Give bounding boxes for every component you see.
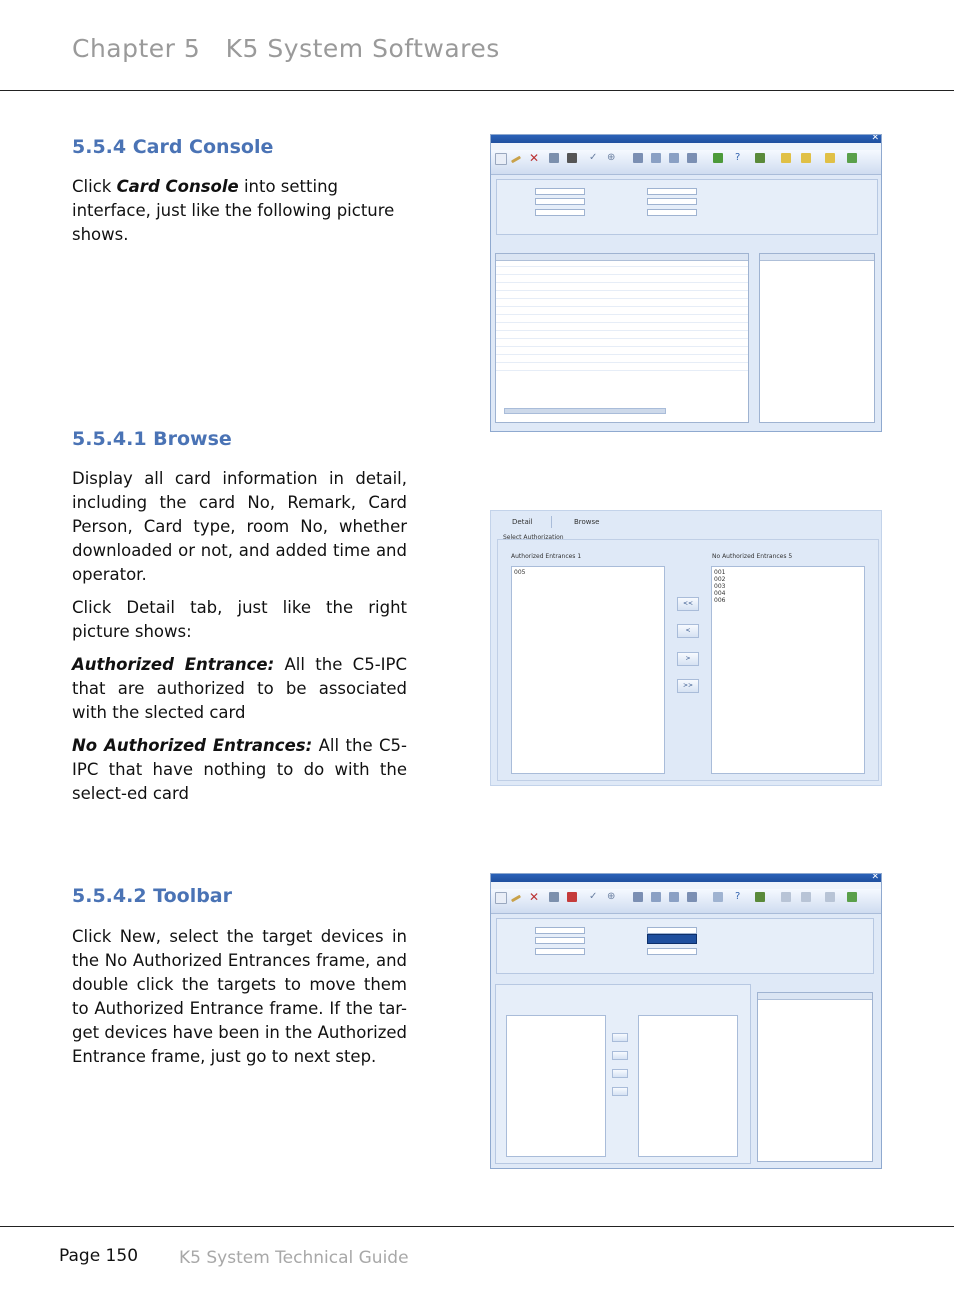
export-icon: [801, 892, 811, 902]
toolbar-paragraph: Click New, select the target devices in the No Authorized Entrances frame, and double click the targets to move them to Authorized Entrance frame. If the tar-get devices have been in the Authorized Entrance frame, just go to next step.: [72, 927, 407, 1066]
new-icon: [495, 153, 507, 165]
find-icon: ✓: [589, 891, 598, 902]
card-console-term: Card Console: [116, 177, 239, 196]
delete-icon: ✕: [529, 890, 540, 904]
card-type2-select[interactable]: [647, 209, 697, 216]
menu-bar: [491, 143, 881, 150]
move-right-button[interactable]: >: [677, 652, 699, 666]
table-row[interactable]: [496, 338, 748, 339]
table-row[interactable]: [496, 282, 748, 283]
authorized-entrances-list[interactable]: [506, 1015, 606, 1157]
last-icon: [687, 892, 697, 902]
toolbar-text: [72, 925, 407, 1078]
move-right-button[interactable]: [612, 1069, 628, 1078]
browse-text: [72, 467, 407, 815]
section-heading-toolbar: 5.5.4.2 Toolbar: [72, 885, 232, 907]
no-authorized-entrances-label: [712, 553, 792, 560]
toolbar-strip: [491, 889, 881, 914]
room-no-field[interactable]: [535, 198, 585, 205]
first-icon: [633, 892, 643, 902]
download-icon: [713, 892, 723, 902]
new-cards-grid: [757, 992, 873, 1162]
list-item[interactable]: 003: [714, 583, 726, 590]
authorized-entrance-term: Authorized Entrance:: [72, 655, 275, 674]
table-row[interactable]: [496, 354, 748, 355]
table-row[interactable]: [496, 370, 748, 371]
window-titlebar: [491, 874, 881, 882]
list-item[interactable]: 002: [714, 576, 726, 583]
chapter-number: Chapter 5: [72, 34, 201, 63]
table-row[interactable]: [496, 314, 748, 315]
no-authorized-paragraph: [72, 734, 407, 806]
card-grid: [495, 253, 749, 423]
table-row[interactable]: [496, 322, 748, 323]
export-icon: [801, 153, 811, 163]
browse-paragraph-1: Display all card information in detail, including the card No, Remark, Card Person, Card type, room No, whether downloaded or not, and added time and operator.: [72, 469, 407, 584]
help-icon: ?: [735, 891, 741, 902]
room-no-field[interactable]: [535, 937, 585, 944]
export-folder-icon: [825, 153, 835, 163]
close-icon: ✕: [871, 873, 879, 882]
edit-icon: [511, 156, 521, 164]
card-info-panel: [496, 918, 874, 974]
table-row[interactable]: [496, 290, 748, 291]
table-row[interactable]: [496, 362, 748, 363]
no-authorized-entrances-list[interactable]: [638, 1015, 738, 1157]
text-run: All the C5-IPC that are authorized to be associated with the slected card: [72, 655, 407, 722]
browse-paragraph-2: Click Detail tab, just like the right picture shows:: [72, 598, 407, 641]
import-icon: [781, 153, 791, 163]
remark-field[interactable]: [535, 209, 585, 216]
horizontal-scrollbar[interactable]: [504, 408, 666, 414]
last-icon: [687, 153, 697, 163]
header-rule: [0, 90, 954, 91]
next-icon: [669, 153, 679, 163]
card-no-field[interactable]: [535, 927, 585, 934]
save-icon: [549, 153, 559, 163]
card-no-field[interactable]: [535, 188, 585, 195]
import-icon: [781, 892, 791, 902]
authorized-entrances-list[interactable]: [511, 566, 665, 774]
prev-icon: [651, 892, 661, 902]
tab-browse[interactable]: Browse: [574, 518, 600, 526]
batch-icon: [755, 153, 765, 163]
authorized-entrance-paragraph: [72, 653, 407, 725]
grid-header: [760, 254, 874, 261]
next-icon: [669, 892, 679, 902]
tab-detail[interactable]: Detail: [512, 518, 533, 526]
list-item[interactable]: 004: [714, 590, 726, 597]
label-text: Authorized Entrances: [511, 553, 576, 560]
section-heading-card-console: 5.5.4 Card Console: [72, 136, 274, 158]
card-type2-select[interactable]: [647, 948, 697, 955]
cancel-icon: [567, 153, 577, 163]
no-authorized-count: 5: [788, 553, 793, 560]
text-run: All the C5-IPC that have nothing to do with the select-ed card: [72, 736, 407, 803]
find-icon: ✓: [589, 152, 598, 163]
no-authorized-entrances-list[interactable]: [711, 566, 865, 774]
edit-icon: [511, 895, 521, 903]
filter-icon: ⊕: [607, 152, 616, 163]
authorized-entrances-label: [511, 553, 581, 560]
authorized-count: 1: [577, 553, 582, 560]
prev-icon: [651, 153, 661, 163]
download-icon: [713, 153, 723, 163]
menu-bar: [491, 882, 881, 889]
export-folder-icon: [825, 892, 835, 902]
table-row[interactable]: [496, 266, 748, 267]
footer-guide-title: K5 System Technical Guide: [179, 1248, 409, 1268]
save-icon: [549, 892, 559, 902]
move-left-button[interactable]: [612, 1051, 628, 1060]
chapter-title: K5 System Softwares: [225, 34, 500, 63]
list-item[interactable]: 005: [514, 569, 526, 576]
move-all-left-button[interactable]: [612, 1033, 628, 1042]
refresh-icon: [847, 153, 857, 163]
authorized-entrance-grid: [759, 253, 875, 423]
move-all-right-button[interactable]: >>: [677, 679, 699, 693]
batch-icon: [755, 892, 765, 902]
table-row[interactable]: [496, 274, 748, 275]
text-run: Click: [72, 177, 117, 196]
move-left-button[interactable]: <: [677, 624, 699, 638]
cancel-icon: [567, 892, 577, 902]
remark-field[interactable]: [535, 948, 585, 955]
move-all-left-button[interactable]: <<: [677, 597, 699, 611]
close-icon: ✕: [871, 134, 879, 143]
move-all-right-button[interactable]: [612, 1087, 628, 1096]
first-icon: [633, 153, 643, 163]
card-console-screenshot: [490, 134, 882, 432]
refresh-icon: [847, 892, 857, 902]
chapter-header: [72, 34, 500, 63]
table-row[interactable]: [496, 346, 748, 347]
detail-tab-screenshot: [490, 510, 882, 786]
window-titlebar: [491, 135, 881, 143]
card-person-field[interactable]: [647, 198, 697, 205]
card-console-text: [72, 175, 412, 247]
card-info-panel: [496, 179, 878, 235]
table-row[interactable]: [496, 306, 748, 307]
new-card-screenshot: [490, 873, 882, 1169]
filter-icon: ⊕: [607, 891, 616, 902]
section-heading-browse: 5.5.4.1 Browse: [72, 428, 232, 450]
card-type-dropdown-open[interactable]: [647, 934, 697, 944]
card-type-select[interactable]: [647, 927, 697, 934]
text-run: into setting interface, just like the following picture shows.: [72, 177, 395, 244]
footer-rule: [0, 1226, 954, 1227]
select-authorization-label: Select Authorization: [503, 534, 564, 541]
tab-divider: [551, 516, 552, 528]
card-type-select[interactable]: [647, 188, 697, 195]
table-row[interactable]: [496, 330, 748, 331]
no-authorized-term: No Authorized Entrances:: [72, 736, 313, 755]
page-number: Page 150: [59, 1246, 139, 1266]
table-row[interactable]: [496, 298, 748, 299]
list-item[interactable]: 006: [714, 597, 726, 604]
list-item[interactable]: 001: [714, 569, 726, 576]
help-icon: ?: [735, 152, 741, 163]
grid-header: [758, 993, 872, 1000]
detail-panel: [495, 984, 751, 1164]
grid-header: [496, 254, 748, 261]
toolbar-strip: [491, 150, 881, 175]
new-icon: [495, 892, 507, 904]
label-text: No Authorized Entrances: [712, 553, 787, 560]
delete-icon: ✕: [529, 151, 540, 165]
